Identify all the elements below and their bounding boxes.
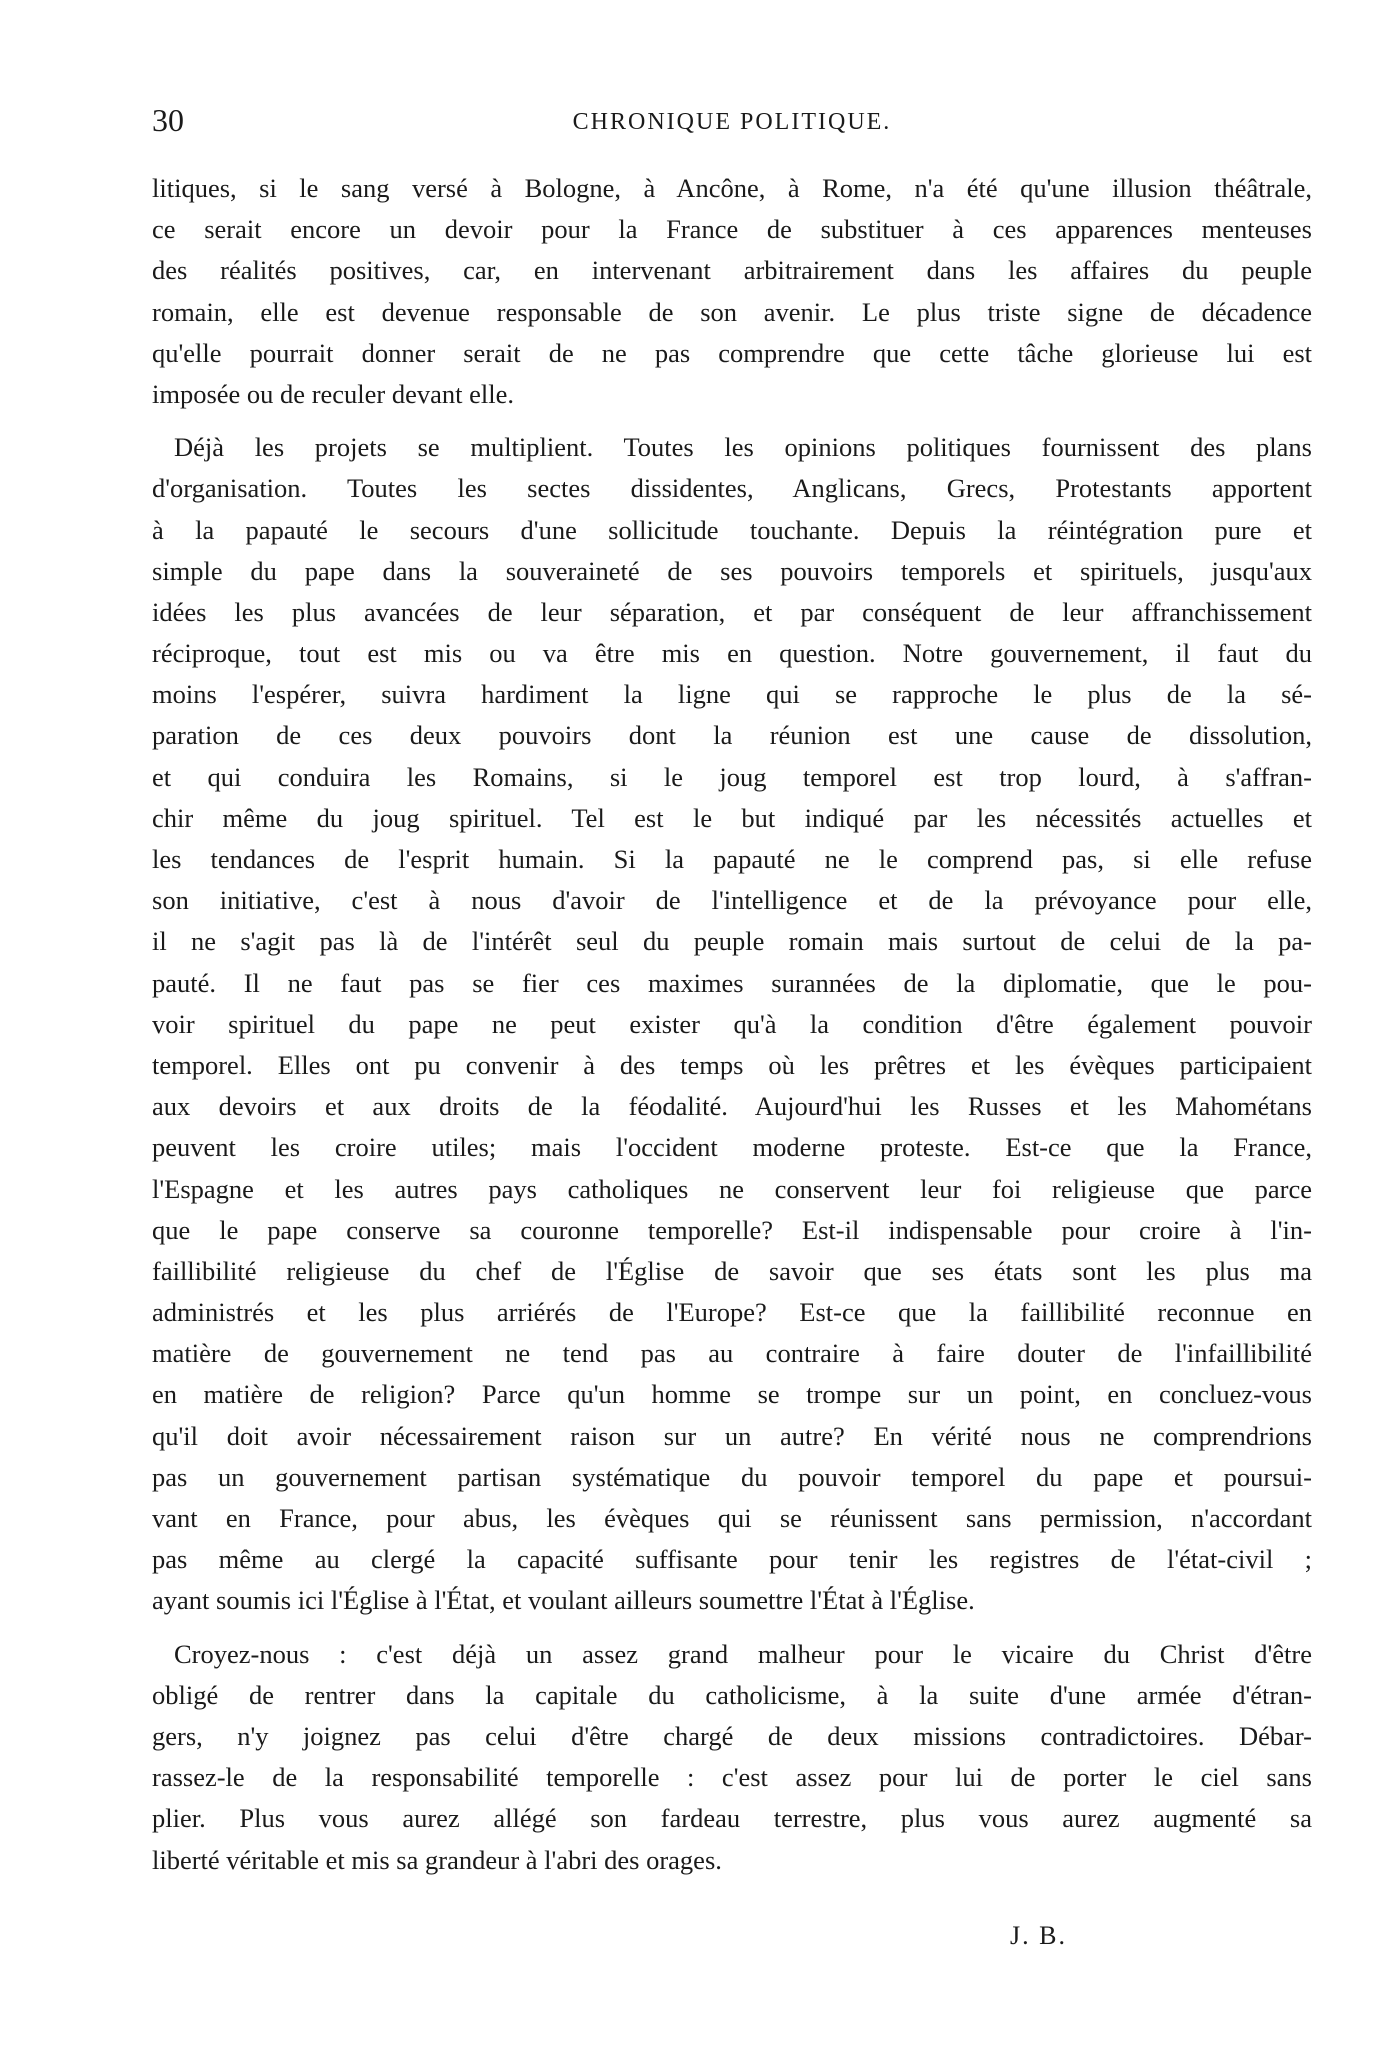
- text-line: d'organisation. Toutes les sectes dissidentes, Anglicans, Grecs, Protestants apportent: [152, 473, 1312, 504]
- text-line: simple du pape dans la souveraineté de ses pouvoirs temporels et spirituels, jusqu'aux: [152, 555, 1312, 586]
- text-line: réciproque, tout est mis ou va être mis en question. Notre gouvernement, il faut du: [152, 638, 1312, 669]
- page-number: 30: [152, 102, 184, 138]
- text-line: Déjà les projets se multiplient. Toutes les opinions politiques fournissent des plans: [174, 432, 1312, 463]
- text-line: imposée ou de reculer devant elle.: [152, 378, 515, 409]
- text-line: vant en France, pour abus, les évèques qui se réunissent sans permission, n'accordant: [152, 1503, 1312, 1533]
- text-line: ce serait encore un devoir pour la France de substituer à ces apparences menteuses: [152, 214, 1312, 245]
- text-line: romain, elle est devenue responsable de son avenir. Le plus triste signe de décadence: [152, 296, 1312, 327]
- text-line: gers, n'y joignez pas celui d'être chargé de deux missions contradictoires. Débar-: [152, 1720, 1312, 1751]
- text-line: moins l'espérer, suivra hardiment la ligne qui se rapproche le plus de la sé-: [152, 679, 1312, 710]
- text-line: il ne s'agit pas là de l'intérêt seul du peuple romain mais surtout de celui de la pa-: [152, 926, 1312, 957]
- text-line: plier. Plus vous aurez allégé son fardeau terrestre, plus vous aurez augmenté sa: [152, 1803, 1312, 1834]
- author-signature: J. B.: [1010, 1921, 1067, 1950]
- text-line: obligé de rentrer dans la capitale du catholicisme, à la suite d'une armée d'étran-: [152, 1679, 1312, 1710]
- text-line: pas même au clergé la capacité suffisante pour tenir les registres de l'état-civil ;: [152, 1544, 1312, 1575]
- text-line: à la papauté le secours d'une sollicitude touchante. Depuis la réintégration pure et: [152, 514, 1312, 545]
- text-line: qu'il doit avoir nécessairement raison sur un autre? En vérité nous ne comprendrions: [152, 1420, 1312, 1451]
- article-body: [152, 168, 1312, 1881]
- text-line: chir même du joug spirituel. Tel est le but indiqué par les nécessités actuelles et: [152, 802, 1312, 833]
- text-line: voir spirituel du pape ne peut exister qu'à la condition d'être également pouvoir: [152, 1008, 1312, 1039]
- paragraph: [152, 427, 1312, 1621]
- text-line: temporel. Elles ont pu convenir à des temps où les prêtres et les évèques participaient: [152, 1049, 1312, 1080]
- text-line: ayant soumis ici l'Église à l'État, et voulant ailleurs soumettre l'État à l'Église.: [152, 1585, 975, 1616]
- text-line: aux devoirs et aux droits de la féodalité. Aujourd'hui les Russes et les Mahométans: [152, 1091, 1312, 1122]
- text-line: Croyez-nous : c'est déjà un assez grand malheur pour le vicaire du Christ d'être: [174, 1638, 1312, 1669]
- text-line: faillibilité religieuse du chef de l'Église de savoir que ses états sont les plus ma: [152, 1255, 1312, 1286]
- text-line: litiques, si le sang versé à Bologne, à Ancône, à Rome, n'a été qu'une illusion théâtrale,: [152, 173, 1312, 203]
- text-line: matière de gouvernement ne tend pas au contraire à faire douter de l'infaillibilité: [152, 1338, 1312, 1369]
- page-header: [152, 100, 1312, 144]
- text-line: l'Espagne et les autres pays catholiques ne conservent leur foi religieuse que parce: [152, 1173, 1312, 1204]
- text-line: qu'elle pourrait donner serait de ne pas comprendre que cette tâche glorieuse lui est: [152, 337, 1312, 368]
- paragraph: [152, 168, 1312, 415]
- paragraph: [152, 1634, 1312, 1881]
- text-line: et qui conduira les Romains, si le joug temporel est trop lourd, à s'affran-: [152, 761, 1312, 792]
- text-line: paration de ces deux pouvoirs dont la réunion est une cause de dissolution,: [152, 720, 1312, 751]
- text-line: administrés et les plus arriérés de l'Europe? Est-ce que la faillibilité reconnue en: [152, 1297, 1312, 1328]
- text-line: rassez-le de la responsabilité temporelle : c'est assez pour lui de porter le ciel sans: [152, 1762, 1312, 1793]
- text-line: pauté. Il ne faut pas se fier ces maximes surannées de la diplomatie, que le pou-: [152, 967, 1312, 998]
- text-line: que le pape conserve sa couronne temporelle? Est-il indispensable pour croire à l'in-: [152, 1214, 1312, 1245]
- text-line: idées les plus avancées de leur séparation, et par conséquent de leur affranchissement: [152, 596, 1312, 627]
- text-line: en matière de religion? Parce qu'un homme se trompe sur un point, en concluez-vous: [152, 1379, 1312, 1410]
- text-line: liberté véritable et mis sa grandeur à l'abri des orages.: [152, 1844, 722, 1875]
- text-line: son initiative, c'est à nous d'avoir de l'intelligence et de la prévoyance pour elle,: [152, 885, 1312, 916]
- text-line: pas un gouvernement partisan systématique du pouvoir temporel du pape et poursui-: [152, 1461, 1312, 1492]
- running-title: CHRONIQUE POLITIQUE.: [572, 109, 892, 135]
- text-line: peuvent les croire utiles; mais l'occident moderne proteste. Est-ce que la France,: [152, 1132, 1312, 1163]
- text-line: des réalités positives, car, en intervenant arbitrairement dans les affaires du peuple: [152, 255, 1312, 286]
- text-line: les tendances de l'esprit humain. Si la papauté ne le comprend pas, si elle refuse: [152, 844, 1312, 874]
